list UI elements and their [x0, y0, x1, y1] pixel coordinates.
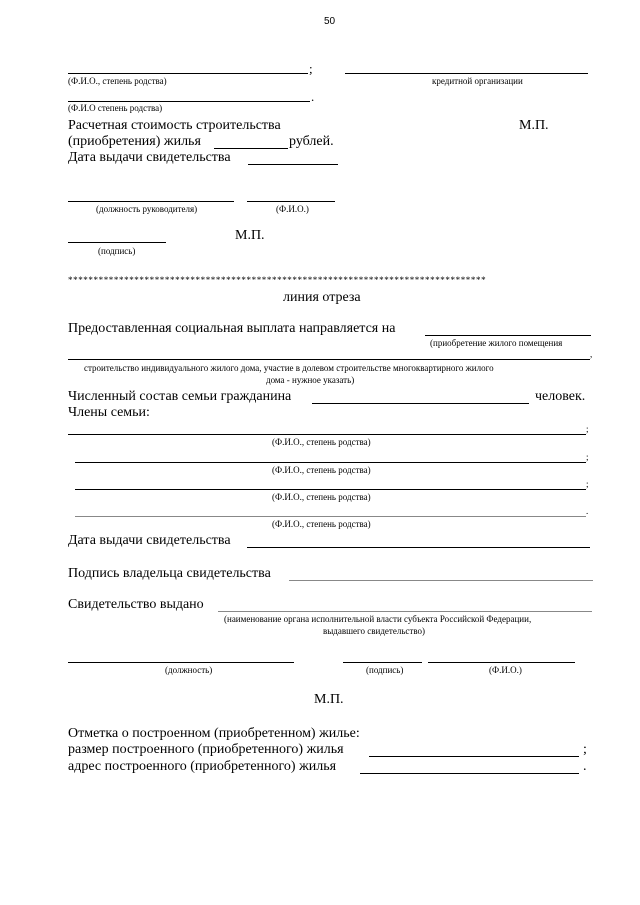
caption-payment-purpose: (приобретение жилого помещения	[430, 338, 563, 348]
issue-date-label: Дата выдачи свидетельства	[68, 533, 231, 548]
payment-direction-line-2	[68, 359, 590, 360]
stamp-place-3: М.П.	[314, 692, 344, 707]
family-count-label: Численный состав семьи гражданина	[68, 389, 292, 404]
family-count-suffix: человек.	[535, 389, 586, 404]
caption-family-member: (Ф.И.О., степень родства)	[272, 465, 371, 475]
cost-currency: рублей.	[289, 134, 334, 149]
caption-head-signature: (подпись)	[98, 246, 136, 256]
page-number: 50	[324, 16, 336, 27]
caption-family-member: (Ф.И.О., степень родства)	[272, 437, 371, 447]
housing-size-end: ;	[583, 742, 587, 757]
caption-fio-relation-2: (Ф.И.О степень родства)	[68, 103, 163, 113]
caption-payment-options-1: строительство индивидуального жилого дома, участие в долевом строительстве многоквартирного жилого	[84, 363, 494, 373]
family-count-line	[312, 403, 529, 404]
family-member-line-end: ;	[586, 452, 589, 462]
issued-by-line	[218, 611, 592, 612]
caption-issuing-authority-1: (наименование органа исполнительной власти субъекта Российской Федерации,	[224, 614, 532, 624]
cost-housing-label: (приобретения) жилья	[68, 134, 201, 149]
head-position-line	[68, 201, 234, 202]
housing-size-line	[369, 756, 579, 757]
caption-fio-relation: (Ф.И.О., степень родства)	[68, 76, 167, 86]
fio-relation-line-1	[68, 73, 308, 74]
family-member-line-end: .	[586, 506, 589, 516]
date-issued-line	[248, 164, 338, 165]
payment-direction-label: Предоставленная социальная выплата направляется на	[68, 321, 396, 336]
caption-official-position: (должность)	[165, 665, 213, 675]
head-signature-line	[68, 242, 166, 243]
cost-amount-line	[214, 148, 288, 149]
cost-label: Расчетная стоимость строительства	[68, 118, 281, 133]
family-member-line	[68, 434, 586, 435]
family-member-line	[75, 489, 586, 490]
caption-official-signature: (подпись)	[366, 665, 404, 675]
housing-address-end: .	[583, 759, 587, 774]
credit-org-line	[345, 73, 588, 74]
caption-head-position: (должность руководителя)	[96, 204, 198, 214]
caption-family-member: (Ф.И.О., степень родства)	[272, 492, 371, 502]
caption-head-fio: (Ф.И.О.)	[276, 204, 309, 214]
line-end-semicolon: ;	[309, 61, 313, 76]
issue-date-line	[247, 547, 590, 548]
family-member-line	[75, 516, 586, 517]
official-position-line	[68, 662, 294, 663]
stamp-place-1: М.П.	[519, 118, 549, 133]
housing-size-label: размер построенного (приобретенного) жилья	[68, 742, 344, 757]
family-member-line	[75, 462, 586, 463]
family-members-label: Члены семьи:	[68, 405, 150, 420]
line-end-period: .	[311, 89, 315, 104]
family-member-line-end: ;	[586, 424, 589, 434]
cut-line-label: линия отреза	[283, 290, 361, 305]
caption-payment-options-2: дома - нужное указать)	[266, 375, 355, 385]
official-fio-line	[428, 662, 575, 663]
owner-signature-label: Подпись владельца свидетельства	[68, 566, 271, 581]
caption-family-member: (Ф.И.О., степень родства)	[272, 519, 371, 529]
head-fio-line	[247, 201, 335, 202]
stamp-place-2: М.П.	[235, 228, 265, 243]
housing-address-line	[360, 773, 579, 774]
caption-issuing-authority-2: выдавшего свидетельство)	[323, 626, 426, 636]
fio-relation-line-2	[68, 101, 310, 102]
family-member-line-end: ;	[586, 479, 589, 489]
housing-address-label: адрес построенного (приобретенного) жилья	[68, 759, 337, 774]
cut-line-stars: **********************************************************************************	[68, 275, 487, 285]
caption-official-fio: (Ф.И.О.)	[489, 665, 522, 675]
date-issued-label: Дата выдачи свидетельства	[68, 150, 231, 165]
owner-signature-line	[289, 580, 593, 581]
payment-line-end: ,	[590, 349, 593, 359]
housing-mark-title: Отметка о построенном (приобретенном) жилье:	[68, 726, 360, 741]
issued-by-label: Свидетельство выдано	[68, 597, 204, 612]
caption-credit-org: кредитной организации	[432, 76, 523, 86]
official-signature-line	[343, 662, 422, 663]
payment-direction-line	[425, 335, 591, 336]
